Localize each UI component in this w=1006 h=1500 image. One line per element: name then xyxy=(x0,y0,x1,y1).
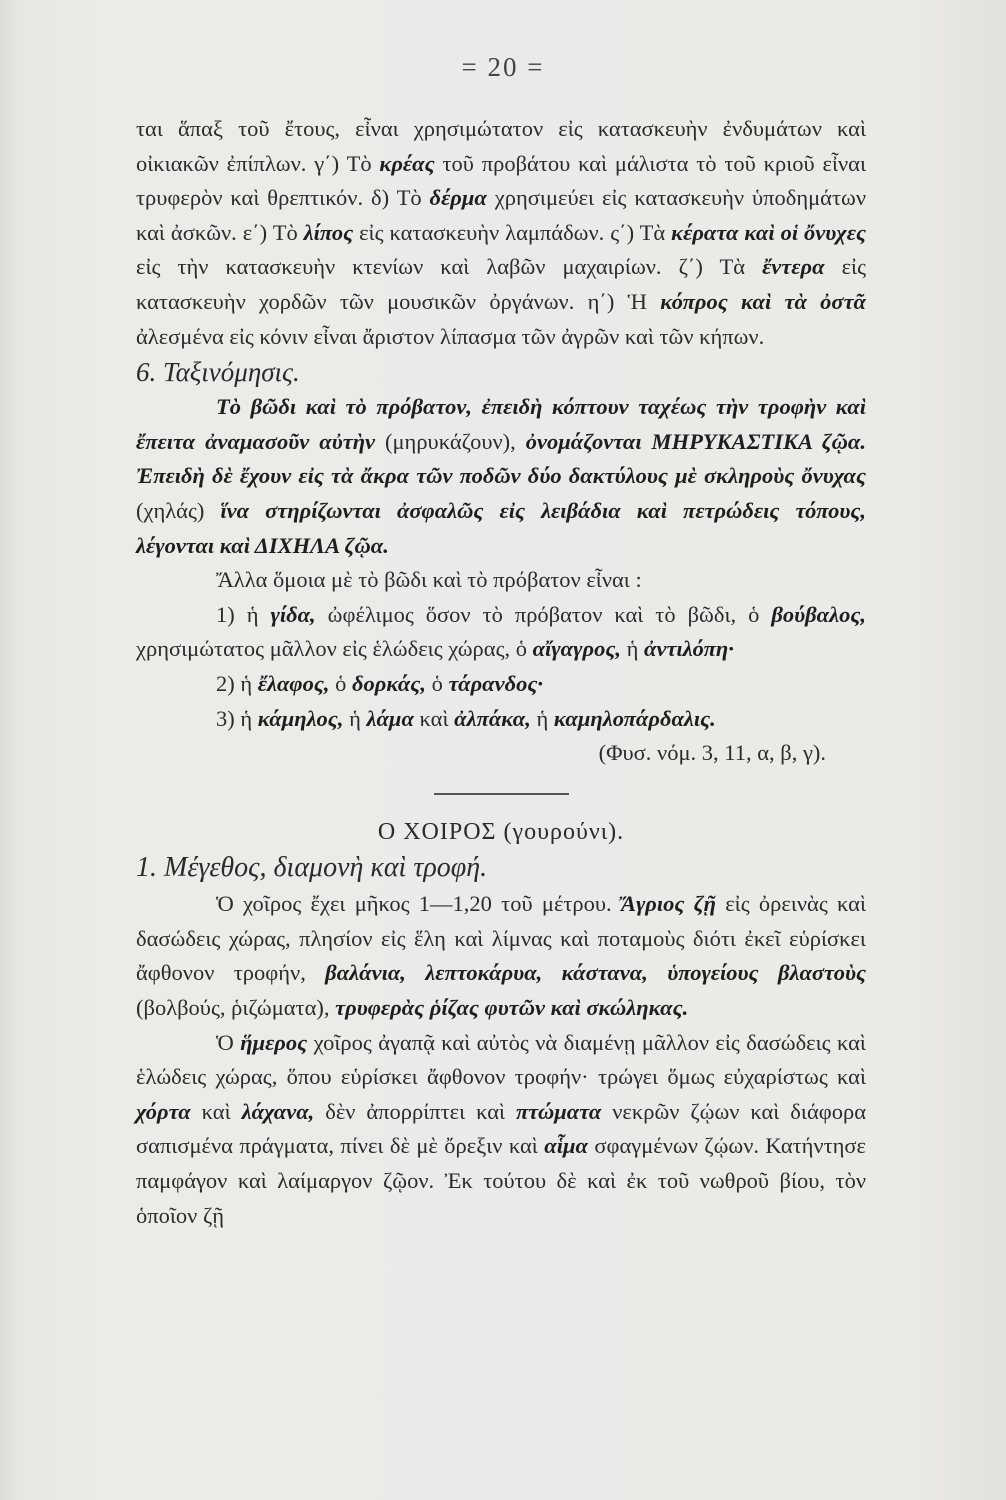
bold-term: αἴγαγρος, xyxy=(532,636,621,662)
text-run: σφαγμένων ζῴων. Κατήντησε παμφάγον καὶ λαίμαργον ζῷον. Ἐκ τούτου δὲ καὶ ἐκ τοῦ νωθροῦ βίου, τὸν ὁποῖον ζῇ xyxy=(136,1133,866,1228)
text-run: εἰς ὀρεινὰς καὶ δασώδεις χώρας, πλησίον εἰς ἕλη καὶ λίμνας καὶ ποταμοὺς διότι ἐκεῖ εὑρίσκει ἄφθονον τροφήν, xyxy=(136,891,866,986)
text-run: χρησιμεύει εἰς κατασκευὴν ὑποδημάτων καὶ ἀσκῶν. ε΄) Τὸ xyxy=(136,185,866,245)
section-divider xyxy=(434,793,569,795)
list-item-3 xyxy=(136,702,866,737)
text-run: ὁ xyxy=(425,670,449,696)
text-run: δὲν ἀπορρίπτει καὶ xyxy=(314,1098,517,1124)
bold-term: λάμα xyxy=(366,705,414,731)
text-run: καὶ xyxy=(190,1098,242,1124)
bold-term: κρέας xyxy=(379,150,435,176)
bold-text: ἵνα στηρίζωνται ἀσφαλῶς εἰς λειβάδια καὶ πετρώδεις τόπους, λέγονται καὶ ΔΙΧΗΛΑ ζῷα. xyxy=(136,497,866,558)
list-item-1 xyxy=(136,598,866,667)
chapter-title: Ο ΧΟΙΡΟΣ (γουρούνι). xyxy=(377,818,625,845)
bold-term: Ἄγριος ζῇ xyxy=(620,891,716,917)
text-run: ται ἅπαξ τοῦ ἔτους, εἶναι χρησιμώτατον εἰς κατασκευὴν ἐνδυμάτων καὶ οἰκιακῶν ἐπίπλων. γ΄) Τὸ xyxy=(136,116,866,176)
text-run: (χηλάς) xyxy=(136,497,221,523)
bold-term: λίπος xyxy=(303,219,354,245)
classification-paragraph xyxy=(136,390,866,563)
bold-term: πτώματα xyxy=(516,1098,602,1124)
bold-text: ὀνομάζονται ΜΗΡΥΚΑΣΤΙΚΑ ζῷα. Ἐπειδὴ δὲ ἔχουν εἰς τὰ ἄκρα τῶν ποδῶν δύο δακτύλους μὲ σκληροὺς ὄνυχας xyxy=(136,428,866,489)
bold-term: κόπρος καὶ τὰ ὀστᾶ xyxy=(660,288,867,314)
bold-term: καμηλοπάρδαλις. xyxy=(553,705,716,731)
text-run: ἀλεσμένα εἰς κόνιν εἶναι ἄριστον λίπασμα τῶν ἀγρῶν καὶ τῶν κήπων. xyxy=(136,323,765,349)
pig-paragraph-2 xyxy=(136,1026,866,1234)
pig-paragraph-1 xyxy=(136,887,866,1025)
bold-term: τρυφερὰς ῥίζας φυτῶν καὶ σκώληκας. xyxy=(335,995,689,1021)
bold-term: λάχανα, xyxy=(241,1098,315,1124)
bold-term: ἔλαφος, xyxy=(257,670,330,696)
text-run: 3) ἡ xyxy=(216,705,258,731)
text-run: εἰς κατασκευὴν λαμπάδων. ς΄) Τὰ xyxy=(353,219,672,245)
text-run: (βολβούς, ῥιζώματα), xyxy=(136,995,336,1021)
section-title-classification: 6. Ταξινόμησις. xyxy=(136,357,300,388)
bold-term: ἀλπάκα, xyxy=(454,705,531,731)
bold-term: χόρτα xyxy=(136,1098,191,1124)
text-run: ἡ xyxy=(530,705,554,731)
bold-term: τάρανδος· xyxy=(448,670,544,696)
bold-term: βούβαλος, xyxy=(771,601,866,627)
bold-term: ἀντιλόπη· xyxy=(644,636,734,662)
bold-term: κέρατα καὶ οἱ ὄνυχες xyxy=(671,219,866,245)
list-item-2 xyxy=(136,667,866,702)
similar-animals-intro: Ἄλλα ὅμοια μὲ τὸ βῶδι καὶ τὸ πρόβατον εἶναι : xyxy=(216,567,642,593)
bold-term: κάμηλος, xyxy=(257,705,344,731)
text-run: ἡ xyxy=(343,705,367,731)
page-body xyxy=(136,112,866,1233)
bold-term: βαλάνια, λεπτοκάρυα, κάστανα, ὑπογείους βλαστοὺς xyxy=(325,960,866,986)
text-run: (μηρυκάζουν), xyxy=(375,428,526,454)
text-run: νεκρῶν ζῴων καὶ διάφορα σαπισμένα πράγματα, πίνει δὲ μὲ ὄρεξιν καὶ xyxy=(136,1098,866,1159)
text-run: 1) ἡ xyxy=(216,601,271,627)
bold-term: δορκάς, xyxy=(352,670,426,696)
page-number: = 20 = xyxy=(461,52,545,82)
text-run: ὠφέλιμος ὅσον τὸ πρόβατον καὶ τὸ βῶδι, ὁ xyxy=(315,601,772,627)
bold-term: αἷμα xyxy=(544,1133,588,1159)
reference-note: (Φυσ. νόμ. 3, 11, α, β, γ). xyxy=(598,740,826,766)
sheep-uses-paragraph xyxy=(136,112,866,354)
section-title-size-habitat: 1. Μέγεθος, διαμονὴ καὶ τροφή. xyxy=(136,852,488,884)
bold-term: δέρμα xyxy=(429,185,487,211)
text-run: Ὁ xyxy=(216,1029,241,1055)
text-run: καὶ xyxy=(413,705,455,731)
text-run: εἰς κατασκευὴν χορδῶν τῶν μουσικῶν ὀργάνων. η΄) Ἡ xyxy=(136,254,866,314)
text-run: χρησιμώτατος μᾶλλον εἰς ἑλώδεις χώρας, ὁ xyxy=(136,636,533,662)
text-run: εἰς τὴν κατασκευὴν κτενίων καὶ λαβῶν μαχαιρίων. ζ΄) Τὰ xyxy=(136,254,763,280)
text-run: ἡ xyxy=(620,636,645,662)
bold-term: ἔντερα xyxy=(762,254,825,280)
text-run: τοῦ προβάτου καὶ μάλιστα τὸ τοῦ κριοῦ εἶναι τρυφερὸν καὶ θρεπτικόν. δ) Τὸ xyxy=(136,150,867,211)
text-run: χοῖρος ἀγαπᾷ καὶ αὐτὸς νὰ διαμένῃ μᾶλλον εἰς δασώδεις καὶ ἑλώδεις χώρας, ὅπου εὑρίσκει ἄφθονον τροφήν· τρώγει ὅμως εὐχαρίστως καὶ xyxy=(136,1029,866,1090)
text-run: Ὁ χοῖρος ἔχει μῆκος 1—1,20 τοῦ μέτρου. xyxy=(216,891,621,917)
text-run: 2) ἡ xyxy=(216,670,258,696)
bold-term: γίδα, xyxy=(270,601,316,627)
text-run: ὁ xyxy=(329,670,352,696)
bold-text: Τὸ βῶδι καὶ τὸ πρόβατον, ἐπειδὴ κόπτουν ταχέως τὴν τροφὴν καὶ ἔπειτα ἀναμασοῦν αὐτὴν xyxy=(136,394,866,454)
bold-term: ἥμερος xyxy=(240,1029,308,1055)
